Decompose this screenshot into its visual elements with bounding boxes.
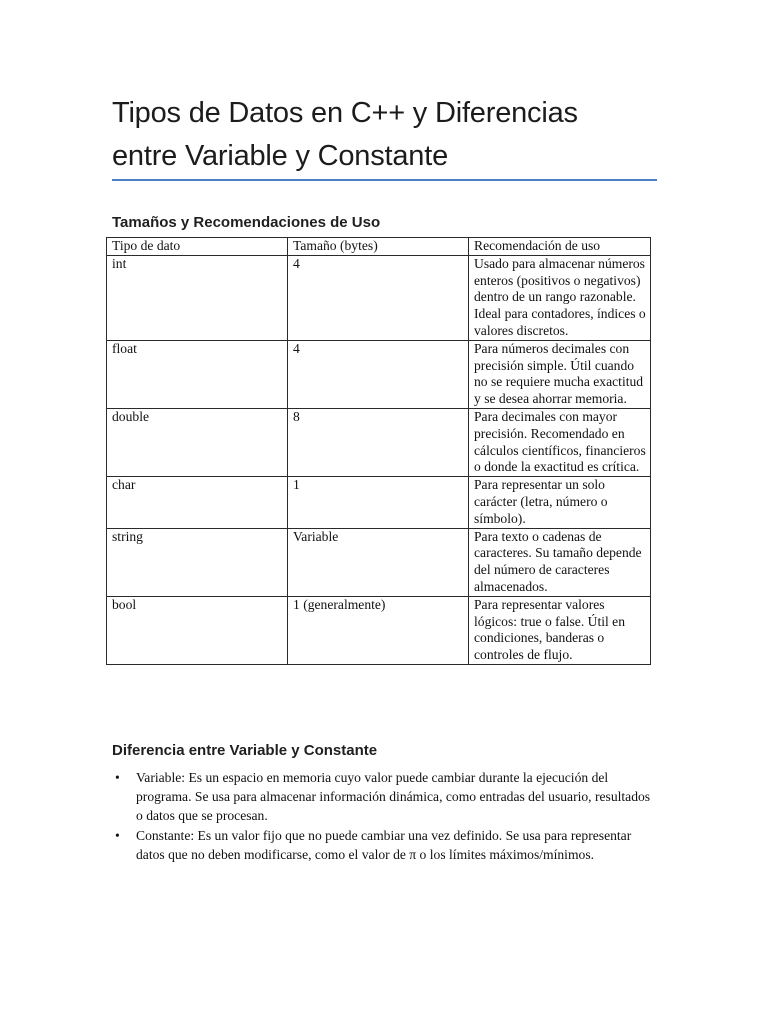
- cell-type: string: [107, 528, 288, 596]
- cell-recommendation: Para texto o cadenas de caracteres. Su tamaño depende del número de caracteres almacenados.: [469, 528, 651, 596]
- cell-type: int: [107, 255, 288, 340]
- title-underline: [112, 179, 657, 181]
- bullet-icon: •: [115, 770, 120, 785]
- cell-size: 4: [288, 255, 469, 340]
- page-title-line-2: entre Variable y Constante: [112, 140, 449, 172]
- list-item-variable: [112, 768, 652, 826]
- table-row: [107, 408, 651, 476]
- table-header-row: [107, 238, 651, 256]
- cell-recommendation: Usado para almacenar números enteros (positivos o negativos) dentro de un rango razonable. Ideal para contadores, índices o valores discretos.: [469, 255, 651, 340]
- page-title: [112, 92, 672, 178]
- page-title-line-1: Tipos de Datos en C++ y Diferencias: [112, 97, 578, 129]
- cell-size: 8: [288, 408, 469, 476]
- cell-recommendation: Para números decimales con precisión simple. Útil cuando no se requiere mucha exactitud y se desea ahorrar memoria.: [469, 340, 651, 408]
- cell-size: 1: [288, 477, 469, 528]
- cell-type: char: [107, 477, 288, 528]
- list-item-constant: [112, 826, 652, 864]
- sizes-section-heading: Tamaños y Recomendaciones de Uso: [112, 214, 381, 231]
- bullet-icon: •: [115, 827, 120, 843]
- cell-type: bool: [107, 596, 288, 664]
- list-item-text: Variable: Es un espacio en memoria cuyo valor puede cambiar durante la ejecución del programa. Se usa para almacenar información dinámica, como entradas del usuario, resultados o datos que se procesan.: [136, 770, 651, 824]
- table-row: [107, 340, 651, 408]
- data-types-table: [106, 237, 651, 665]
- column-header-recommendation: Recomendación de uso: [469, 238, 651, 256]
- table-row: [107, 255, 651, 340]
- cell-type: double: [107, 408, 288, 476]
- cell-recommendation: Para representar un solo carácter (letra, número o símbolo).: [469, 477, 651, 528]
- cell-size: 4: [288, 340, 469, 408]
- column-header-type: Tipo de dato: [107, 238, 288, 256]
- cell-type: float: [107, 340, 288, 408]
- table-row: [107, 528, 651, 596]
- cell-size: 1 (generalmente): [288, 596, 469, 664]
- cell-recommendation: Para representar valores lógicos: true o false. Útil en condiciones, banderas o controles de flujo.: [469, 596, 651, 664]
- column-header-size: Tamaño (bytes): [288, 238, 469, 256]
- cell-recommendation: Para decimales con mayor precisión. Recomendado en cálculos científicos, financieros o donde la exactitud es crítica.: [469, 408, 651, 476]
- difference-list: [112, 768, 652, 864]
- list-item-text: Constante: Es un valor fijo que no puede cambiar una vez definido. Se usa para representar datos que no deben modificarse, como el valor de π o los límites máximos/mínimos.: [136, 827, 632, 862]
- table-row: [107, 596, 651, 664]
- cell-size: Variable: [288, 528, 469, 596]
- difference-section-heading: Diferencia entre Variable y Constante: [112, 742, 378, 759]
- table-row: [107, 477, 651, 528]
